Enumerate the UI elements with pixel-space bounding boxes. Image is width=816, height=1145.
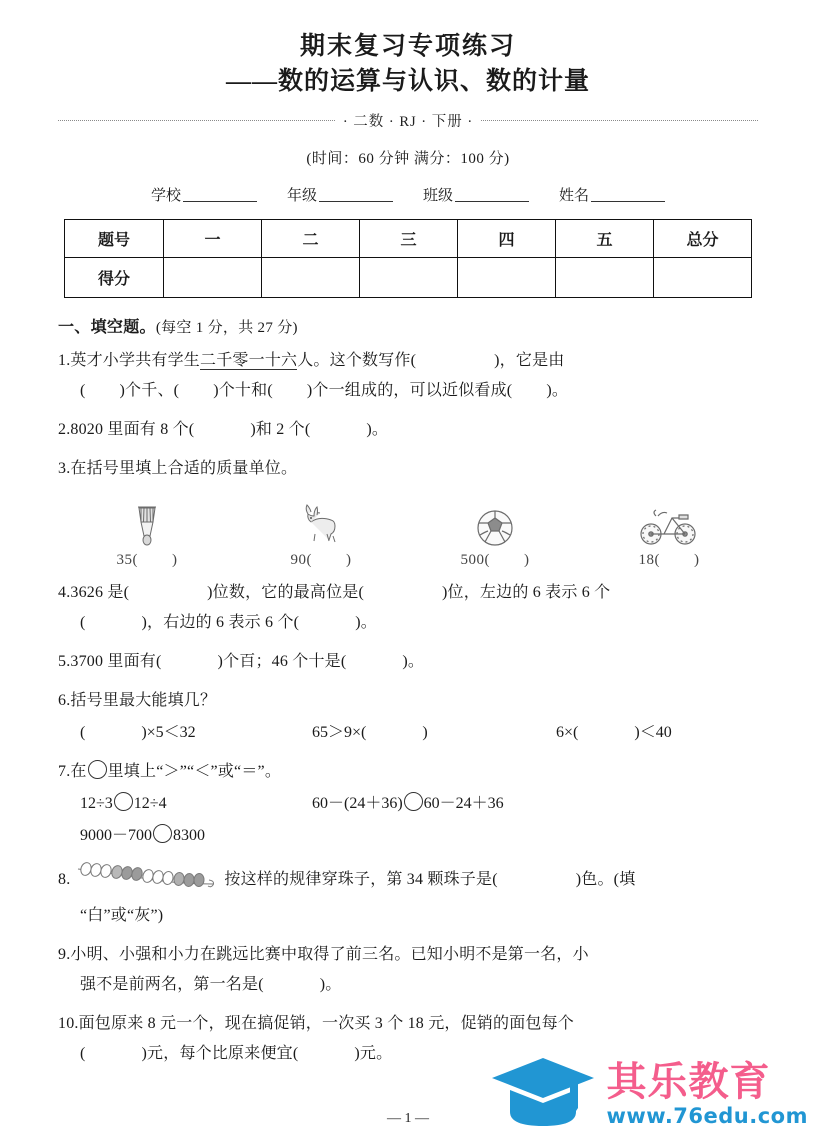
q7-e2-right: 60－24＋36	[423, 795, 504, 812]
q9-line1: 小明、小强和小力在跳远比赛中取得了前三名。已知小明不是第一名，小	[70, 946, 589, 963]
field-school-label: 学校	[150, 188, 181, 204]
score-table-row-label-2: 得分	[65, 258, 164, 298]
q10-l2-b: )元，每个比原来便宜(	[141, 1045, 299, 1062]
q3-number: 3.	[58, 460, 71, 477]
pic-cell-shuttlecock	[82, 496, 212, 569]
q10-line1: 面包原来 8 元一个，现在搞促销，一次买 3 个 18 元，促销的面包每个	[78, 1015, 575, 1032]
q3-blank1-prefix: 35(	[116, 552, 138, 568]
q6-e2-a: 65＞9×(	[312, 724, 367, 741]
q3-blank3-prefix: 500(	[460, 552, 490, 568]
q2-number: 2.	[58, 421, 71, 438]
q6-expression-2	[312, 718, 556, 748]
q3-blank3-suffix: )	[524, 552, 530, 568]
q8-text-b: )色。(填	[575, 871, 636, 888]
q7-answer-circle-2[interactable]	[404, 792, 423, 811]
q4-l2-a: (	[80, 614, 86, 631]
q5-text-a: 3700 里面有(	[70, 653, 162, 670]
field-school	[151, 184, 257, 205]
page-number: — 1 —	[387, 1111, 429, 1126]
q5-text-b: )个百；46 个十是(	[217, 653, 347, 670]
pic-cell-soccer-ball	[430, 496, 560, 569]
q8-number: 8.	[58, 871, 71, 888]
score-cell-4[interactable]	[458, 258, 556, 298]
question-8-line2: “白”或“灰”)	[80, 907, 164, 924]
q1-text-b: 人。这个数写作(	[297, 352, 417, 369]
q4-text-b: )位数，它的最高位是(	[207, 584, 364, 601]
q1-number: 1.	[58, 352, 71, 369]
question-9	[58, 940, 758, 970]
score-table-col-3: 三	[360, 220, 458, 258]
q4-number: 4.	[58, 584, 71, 601]
q6-e2-b: )	[422, 724, 428, 741]
q3-blank4-suffix: )	[694, 552, 700, 568]
score-cell-3[interactable]	[360, 258, 458, 298]
bead-string-icon	[72, 860, 222, 901]
question-7-expressions-row2	[58, 821, 758, 851]
score-table-col-total: 总分	[654, 220, 752, 258]
q6-number: 6.	[58, 692, 71, 709]
q2-text-a: 8020 里面有 8 个(	[70, 421, 195, 438]
question-4	[58, 578, 758, 608]
graduation-cap-icon	[488, 1052, 598, 1137]
q1-l2-d: )个一组成的，可以近似看成(	[306, 382, 513, 399]
q7-text-a: 在	[70, 763, 87, 780]
field-grade-input[interactable]	[319, 201, 393, 202]
field-name-input[interactable]	[591, 201, 665, 202]
dotted-rule-right	[481, 120, 758, 122]
q9-number: 9.	[58, 946, 71, 963]
q10-number: 10.	[58, 1015, 79, 1032]
q5-number: 5.	[58, 653, 71, 670]
q7-e1-right: 12÷4	[133, 795, 167, 812]
circle-placeholder-icon	[88, 760, 107, 779]
worksheet-content-lower	[58, 578, 758, 1069]
bicycle-icon	[604, 496, 734, 548]
field-class-label: 班级	[423, 188, 454, 204]
q9-l2-b: )。	[319, 976, 342, 993]
q6-e3-b: )＜40	[634, 724, 672, 741]
time-and-score: (时间：60 分钟 满分：100 分)	[306, 151, 510, 167]
subject-label: · 二数 · RJ · 下册 ·	[342, 114, 474, 130]
q7-expression-3	[80, 821, 312, 851]
soccer-ball-icon	[430, 496, 560, 548]
score-table	[64, 219, 752, 298]
field-school-input[interactable]	[183, 201, 257, 202]
q7-expression-2	[312, 789, 504, 819]
section-heading-text: 一、填空题。	[58, 319, 156, 336]
score-cell-2[interactable]	[262, 258, 360, 298]
shuttlecock-icon	[82, 496, 212, 548]
student-info-row	[0, 184, 816, 205]
field-class-input[interactable]	[455, 201, 529, 202]
q7-answer-circle-1[interactable]	[114, 792, 133, 811]
question-3-picture-row	[60, 496, 756, 569]
q4-text-a: 3626 是(	[70, 584, 130, 601]
q7-answer-circle-3[interactable]	[153, 824, 172, 843]
question-1	[58, 346, 758, 376]
watermark-brand-name: 其乐教育	[606, 1059, 771, 1105]
score-cell-total[interactable]	[654, 258, 752, 298]
q3-blank2-prefix: 90(	[290, 552, 312, 568]
q7-e3-left: 9000－700	[80, 827, 153, 844]
question-5	[58, 647, 758, 677]
field-name	[559, 184, 665, 205]
question-6	[58, 686, 758, 716]
question-6-expressions	[58, 718, 758, 748]
question-7	[58, 757, 758, 787]
score-cell-1[interactable]	[164, 258, 262, 298]
section-heading-fill-in-blank	[58, 314, 758, 337]
page-title-line1: 期末复习专项练习	[299, 33, 516, 60]
field-grade	[287, 184, 393, 205]
pic-label-shuttlecock	[82, 552, 212, 569]
q7-e2-left: 60－(24＋36)	[312, 795, 403, 812]
score-table-col-2: 二	[262, 220, 360, 258]
pic-label-goat	[256, 552, 386, 569]
score-table-row-label-1: 题号	[65, 220, 164, 258]
q9-l2-a: 强不是前两名，第一名是(	[80, 976, 264, 993]
title-block	[0, 0, 816, 100]
score-table-col-5: 五	[556, 220, 654, 258]
q6-e1-a: (	[80, 724, 86, 741]
field-grade-label: 年级	[286, 188, 317, 204]
question-7-expressions-row1	[58, 789, 758, 819]
q1-text-a: 英才小学共有学生	[70, 352, 201, 369]
score-table-col-1: 一	[164, 220, 262, 258]
question-10	[58, 1009, 758, 1039]
q3-text: 在括号里填上合适的质量单位。	[70, 460, 298, 477]
pic-label-soccer-ball	[430, 552, 560, 569]
score-table-col-4: 四	[458, 220, 556, 258]
field-class	[423, 184, 529, 205]
section-points: (每空 1 分，共 27 分)	[155, 320, 298, 336]
q4-l2-b: )，右边的 6 表示 6 个(	[141, 614, 300, 631]
q1-underlined-number: 二千零一十六	[200, 352, 298, 369]
q4-l2-c: )。	[355, 614, 377, 631]
question-3	[58, 454, 758, 484]
q6-expression-3	[556, 718, 672, 748]
q1-l2-c: )个十和(	[213, 382, 273, 399]
q6-e1-b: )×5＜32	[141, 724, 196, 741]
table-row-scores	[65, 258, 752, 298]
q7-e3-right: 8300	[173, 827, 206, 844]
field-name-label: 姓名	[559, 188, 590, 204]
q7-expression-1	[80, 789, 312, 819]
q6-expression-1	[80, 718, 312, 748]
q6-text: 括号里最大能填几？	[70, 692, 217, 709]
q10-l2-c: )元。	[354, 1045, 393, 1062]
worksheet-content	[58, 314, 758, 484]
watermark-url: www.76edu.com	[606, 1104, 808, 1128]
watermark-text	[606, 1059, 808, 1128]
q7-number: 7.	[58, 763, 71, 780]
q1-l2-b: )个千、(	[119, 382, 180, 399]
q1-l2-a: (	[80, 382, 86, 399]
page-title-line2: ——数的运算与认识、数的计量	[225, 68, 590, 95]
pic-cell-goat	[256, 496, 386, 569]
q3-blank4-prefix: 18(	[638, 552, 660, 568]
score-cell-5[interactable]	[556, 258, 654, 298]
q1-text-c: )，它是由	[494, 352, 565, 369]
q7-e1-left: 12÷3	[80, 795, 113, 812]
watermark-logo	[488, 1052, 808, 1137]
table-row-question-numbers	[65, 220, 752, 258]
q7-text-b: 里填上“＞”“＜”或“＝”。	[107, 763, 282, 780]
q4-text-c: )位，左边的 6 表示 6 个	[442, 584, 611, 601]
question-2	[58, 415, 758, 445]
q1-l2-e: )。	[546, 382, 569, 399]
question-4-line2	[58, 608, 758, 638]
pic-cell-bicycle	[604, 496, 734, 569]
goat-icon	[256, 496, 386, 548]
question-1-line2	[58, 376, 758, 406]
pic-label-bicycle	[604, 552, 734, 569]
q6-e3-a: 6×(	[556, 724, 579, 741]
question-8	[58, 860, 758, 901]
q3-blank2-suffix: )	[346, 552, 352, 568]
q2-text-c: )。	[366, 421, 389, 438]
dotted-rule-left	[58, 120, 335, 122]
q5-text-c: )。	[402, 653, 425, 670]
q8-text-a: 按这样的规律穿珠子，第 34 颗珠子是(	[224, 871, 498, 888]
subject-bar	[58, 110, 758, 131]
q2-text-b: )和 2 个(	[250, 421, 311, 438]
q3-blank1-suffix: )	[172, 552, 178, 568]
question-9-line2	[58, 970, 758, 1000]
q10-l2-a: (	[80, 1045, 86, 1062]
